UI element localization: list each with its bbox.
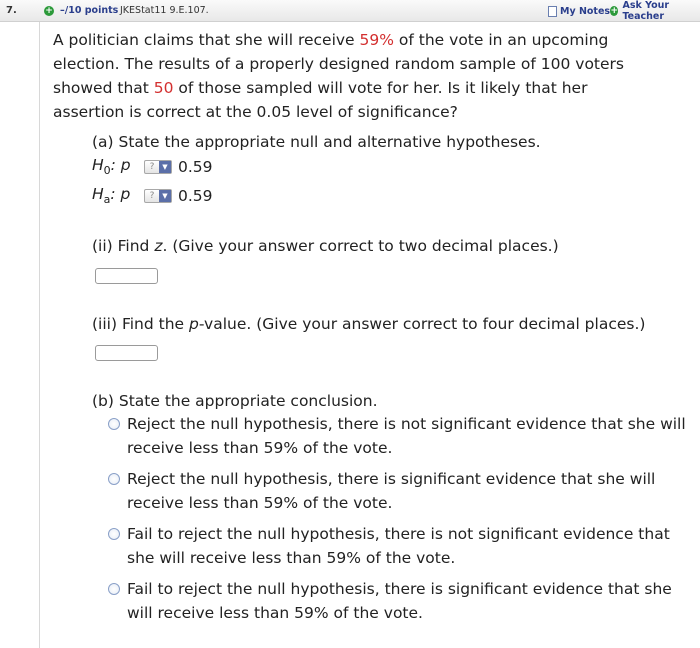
my-notes-button[interactable] xyxy=(548,3,610,19)
conclusion-option-4[interactable] xyxy=(108,577,688,625)
alt-hypothesis-value: 0.59 xyxy=(178,187,213,205)
chevron-down-icon: ▼ xyxy=(159,190,171,202)
option-label: Reject the null hypothesis, there is significant evidence that she will receive less than 59% of the vote. xyxy=(127,470,656,512)
part-b-prompt: (b) State the appropriate conclusion. xyxy=(92,392,378,410)
question-number: 7. xyxy=(6,5,17,16)
left-divider xyxy=(39,22,40,648)
option-label: Fail to reject the null hypothesis, there is not significant evidence that she will receive less than 59% of the vote. xyxy=(127,525,670,567)
conclusion-option-2[interactable] xyxy=(108,467,688,515)
null-hypothesis-label: $H_0$: p xyxy=(92,156,131,178)
course-code: JKEStat11 9.E.107. xyxy=(120,5,209,16)
alt-hypothesis-row xyxy=(92,184,213,208)
chevron-down-icon: ▼ xyxy=(159,161,171,173)
radio-button[interactable] xyxy=(108,418,120,430)
sample-count: 50 xyxy=(153,79,174,97)
part-ii-prompt: (ii) Find z. (Give your answer correct to two decimal places.) xyxy=(92,237,559,255)
part-a-prompt: (a) State the appropriate null and alternative hypotheses. xyxy=(92,133,541,151)
radio-button[interactable] xyxy=(108,473,120,485)
claim-percent: 59% xyxy=(359,31,394,49)
problem-statement xyxy=(53,28,653,124)
problem-text: of those sampled will vote for her. Is it likely that her assertion is correct at the 0.05 level of significance? xyxy=(53,79,588,121)
part-iii-prompt: (iii) Find the p-value. (Give your answer correct to four decimal places.) xyxy=(92,315,646,333)
question-header-bar xyxy=(0,0,700,22)
alt-hypothesis-label: $H_a$: p xyxy=(92,185,131,207)
points-label: –/10 points xyxy=(60,5,119,16)
null-hypothesis-row xyxy=(92,155,213,179)
note-icon xyxy=(548,6,557,17)
ask-teacher-label: Ask Your Teacher xyxy=(622,0,670,22)
expand-plus-icon[interactable]: + xyxy=(45,6,53,16)
null-hypothesis-value: 0.59 xyxy=(178,158,213,176)
plus-icon: + xyxy=(610,6,618,16)
radio-button[interactable] xyxy=(108,528,120,540)
z-answer-input[interactable] xyxy=(95,268,158,284)
my-notes-label: My Notes xyxy=(560,5,611,17)
conclusion-option-3[interactable] xyxy=(108,522,688,570)
problem-text: A politician claims that she will receive xyxy=(53,31,360,49)
null-hypothesis-select[interactable]: ? ▼ xyxy=(144,160,172,174)
alt-hypothesis-select[interactable]: ? ▼ xyxy=(144,189,172,203)
conclusion-option-1[interactable] xyxy=(108,412,688,460)
radio-button[interactable] xyxy=(108,583,120,595)
option-label: Fail to reject the null hypothesis, there is significant evidence that she will receive less than 59% of the vote. xyxy=(127,580,672,622)
ask-teacher-button[interactable] xyxy=(610,0,700,22)
p-value-answer-input[interactable] xyxy=(95,345,158,361)
problem-text: of the vote in an upcoming election. The results of a properly designed random sample of 100 voters showed that xyxy=(53,31,624,97)
option-label: Reject the null hypothesis, there is not significant evidence that she will receive less than 59% of the vote. xyxy=(127,415,686,457)
